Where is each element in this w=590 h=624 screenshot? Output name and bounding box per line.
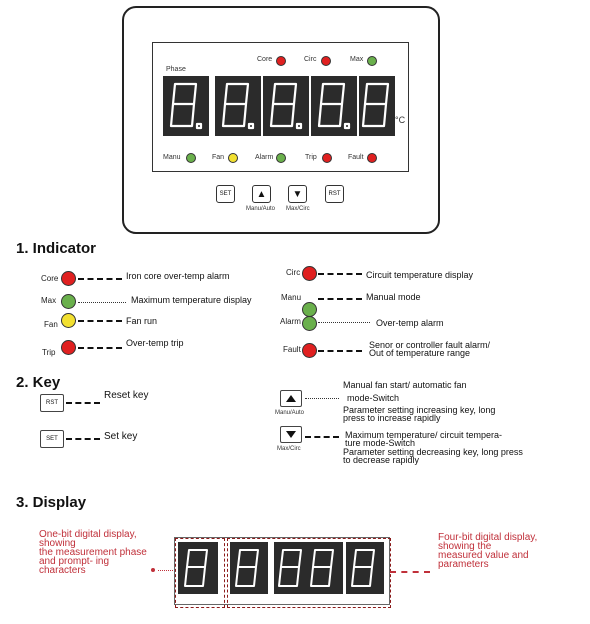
indicator-core-label: Core <box>41 274 59 283</box>
panel-max-label: Max <box>350 56 364 63</box>
one-bit-note-line-4: and prompt- ing <box>39 556 110 567</box>
key-set-button[interactable]: SET <box>40 430 64 448</box>
trip-leader <box>78 347 122 349</box>
panel-fan-led <box>228 153 238 163</box>
indicator-core-desc: Iron core over-temp alarm <box>126 271 230 281</box>
indicator-max-label: Max <box>41 296 57 305</box>
fan-leader <box>78 320 122 322</box>
fault-leader <box>318 350 362 352</box>
four-bit-note-line-2: showing the <box>438 541 492 552</box>
panel-alarm-label: Alarm <box>255 154 274 161</box>
key-heading: 2. Key <box>16 374 61 391</box>
up-leader <box>305 398 339 399</box>
panel-down-button[interactable]: ▼ <box>288 185 307 203</box>
core-leader <box>78 278 122 280</box>
indicator-manu-label: Manu <box>281 293 302 302</box>
circ-leader <box>318 273 362 275</box>
one-bit-pointer-dot <box>151 568 155 572</box>
indicator-alarm-led <box>302 316 317 331</box>
panel-max-led <box>367 56 377 66</box>
panel-manu-label: Manu <box>163 154 181 161</box>
panel-fault-label: Fault <box>348 154 364 161</box>
indicator-trip-led <box>61 340 76 355</box>
indicator-fan-label: Fan <box>44 320 58 329</box>
panel-core-led <box>276 56 286 66</box>
panel-rst-button[interactable]: RST <box>325 185 344 203</box>
panel-core-label: Core <box>257 56 273 63</box>
phase-label: Phase <box>166 66 186 73</box>
indicator-circ-led <box>302 266 317 281</box>
display-heading: 3. Display <box>16 494 87 511</box>
indicator-heading: 1. Indicator <box>16 240 97 257</box>
triangle-up-icon <box>286 395 296 402</box>
set-leader <box>66 438 100 440</box>
indicator-alarm-label: Alarm <box>280 317 301 326</box>
key-down-caption: Max/Circ <box>277 446 301 452</box>
key-down-button[interactable] <box>280 426 302 443</box>
one-bit-note-line-2: showing <box>39 538 76 549</box>
panel-trip-led <box>322 153 332 163</box>
key-up-caption: Manu/Auto <box>275 410 305 416</box>
indicator-circ-desc: Circuit temperature display <box>366 270 474 280</box>
alarm-leader <box>318 322 370 323</box>
seven-segment-digits <box>163 76 395 138</box>
indicator-fault-label: Fault <box>283 345 301 354</box>
panel-fan-label: Fan <box>212 154 225 161</box>
indicator-fault-led <box>302 343 317 358</box>
manu-leader <box>318 298 362 300</box>
key-down-desc-4: to decrease rapidly <box>343 455 420 465</box>
one-bit-pointer-line <box>158 570 173 571</box>
key-up-desc-3: Parameter setting increasing key, long <box>343 405 496 415</box>
panel-manu-led <box>186 153 196 163</box>
panel-max-circ-caption: Max/Circ <box>286 206 310 212</box>
one-bit-note-line-5: characters <box>39 565 86 576</box>
key-down-desc-2: ture mode-Switch <box>345 438 416 448</box>
panel-trip-label: Trip <box>305 154 317 161</box>
panel-up-button[interactable]: ▲ <box>252 185 271 203</box>
celsius-unit: °C <box>395 115 406 125</box>
key-rst-desc: Reset key <box>104 390 149 401</box>
key-up-button[interactable] <box>280 390 302 407</box>
display-strip-digits <box>178 542 388 594</box>
one-bit-note-line-1: One-bit digital display, <box>39 529 137 540</box>
one-bit-note-line-3: the measurement phase <box>39 547 147 558</box>
four-bit-note-line-1: Four-bit digital display, <box>438 532 538 543</box>
key-set-desc: Set key <box>104 431 138 442</box>
triangle-down-icon <box>286 431 296 438</box>
indicator-fan-led <box>61 313 76 328</box>
one-bit-note <box>39 530 147 575</box>
rst-leader <box>66 402 100 404</box>
down-leader <box>305 436 339 438</box>
four-bit-note <box>438 533 537 569</box>
key-up-desc-1: Manual fan start/ automatic fan <box>343 380 467 390</box>
panel-circ-label: Circ <box>304 56 317 63</box>
panel-manu-auto-caption: Manu/Auto <box>246 206 276 212</box>
indicator-max-led <box>61 294 76 309</box>
indicator-max-desc: Maximum temperature display <box>131 295 252 305</box>
panel-set-button[interactable]: SET <box>216 185 235 203</box>
indicator-manu-led <box>302 302 317 317</box>
indicator-fault-desc-2: Out of temperature range <box>369 348 471 358</box>
key-up-desc-4: press to increase rapidly <box>343 413 441 423</box>
indicator-trip-label: Trip <box>42 348 56 357</box>
indicator-manu-desc: Manual mode <box>366 292 421 302</box>
max-leader <box>78 302 126 303</box>
indicator-trip-desc: Over-temp trip <box>126 338 184 348</box>
key-rst-button[interactable]: RST <box>40 394 64 412</box>
key-up-desc-2: mode-Switch <box>347 393 400 403</box>
panel-fault-led <box>367 153 377 163</box>
key-down-desc-3: Parameter setting decreasing key, long press <box>343 447 523 457</box>
four-bit-pointer-line <box>390 571 430 573</box>
key-down-desc-1: Maximum temperature/ circuit tempera- <box>345 430 503 440</box>
indicator-fault-desc-1: Senor or controller fault alarm/ <box>369 340 491 350</box>
indicator-alarm-desc: Over-temp alarm <box>376 318 444 328</box>
indicator-fan-desc: Fan run <box>126 316 158 326</box>
indicator-core-led <box>61 271 76 286</box>
indicator-circ-label: Circ <box>286 268 301 277</box>
four-bit-note-line-3: measured value and <box>438 550 529 561</box>
panel-alarm-led <box>276 153 286 163</box>
panel-circ-led <box>321 56 331 66</box>
four-bit-note-line-4: parameters <box>438 559 489 570</box>
